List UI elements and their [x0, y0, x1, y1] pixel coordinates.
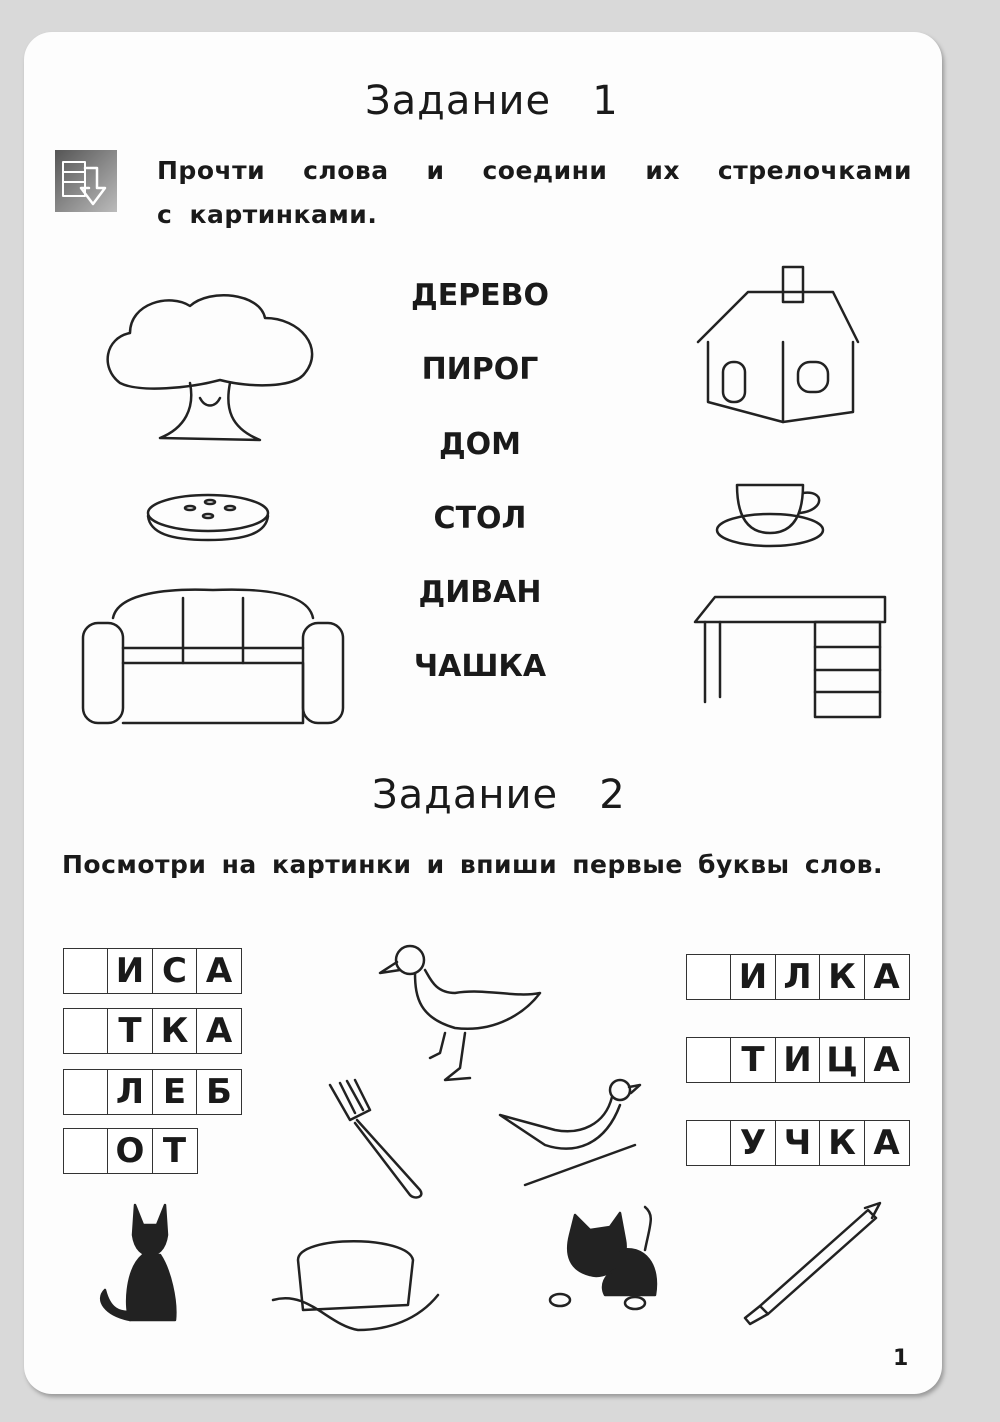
word-dom: ДОМ [438, 427, 522, 462]
task1-instruction-line1: Прочти слова и соедини их стрелочками [157, 156, 912, 185]
letter-input-box[interactable] [686, 1037, 732, 1083]
word-row-ptica [687, 1037, 910, 1083]
house-picture [693, 262, 863, 432]
letter-box: О [107, 1128, 153, 1174]
letter-input-box[interactable] [63, 948, 109, 994]
letter-box: И [730, 954, 776, 1000]
word-row-utka [64, 1008, 242, 1054]
letter-box: А [196, 1008, 242, 1054]
letter-box: А [864, 1120, 910, 1166]
letter-box: Ц [819, 1037, 865, 1083]
letter-input-box[interactable] [63, 1128, 109, 1174]
letter-box: Т [152, 1128, 198, 1174]
word-pirog: ПИРОГ [421, 352, 539, 387]
page-number: 1 [893, 1346, 909, 1371]
task1-instruction-line2: с картинками. [157, 200, 378, 229]
letter-box: Л [775, 954, 821, 1000]
letter-input-box[interactable] [686, 1120, 732, 1166]
bread-picture [268, 1230, 448, 1340]
letter-box: А [864, 954, 910, 1000]
letter-box: Ч [775, 1120, 821, 1166]
letter-box: И [107, 948, 153, 994]
letter-input-box[interactable] [686, 954, 732, 1000]
letter-input-box[interactable] [63, 1008, 109, 1054]
letter-box: Т [107, 1008, 153, 1054]
letter-box: Б [196, 1069, 242, 1115]
bird-picture [495, 1075, 645, 1195]
task1-title: Задание 1 [365, 78, 619, 124]
letter-box: У [730, 1120, 776, 1166]
fork-picture [325, 1075, 435, 1205]
letter-box: К [152, 1008, 198, 1054]
fox-picture [95, 1200, 185, 1330]
pen-picture [740, 1198, 890, 1328]
letter-box: Е [152, 1069, 198, 1115]
read-task-icon [55, 150, 117, 212]
word-row-ruchka [687, 1120, 910, 1166]
cup-picture [715, 475, 835, 555]
letter-box: Т [730, 1037, 776, 1083]
word-row-vilka [687, 954, 910, 1000]
letter-input-box[interactable] [63, 1069, 109, 1115]
pie-picture [140, 488, 280, 548]
letter-box: С [152, 948, 198, 994]
word-divan: ДИВАН [418, 575, 542, 610]
word-derevo: ДЕРЕВО [410, 278, 550, 313]
task2-instruction: Посмотри на картинки и впиши первые буквы слов. [62, 850, 883, 879]
letter-box: К [819, 954, 865, 1000]
task2-title: Задание 2 [372, 772, 626, 818]
tree-picture [100, 288, 320, 458]
word-stol: СТОЛ [433, 501, 527, 536]
word-row-lisa [64, 948, 242, 994]
kitten-picture [545, 1205, 685, 1315]
duck-picture [375, 938, 545, 1088]
letter-box: К [819, 1120, 865, 1166]
letter-box: И [775, 1037, 821, 1083]
sofa-picture [78, 578, 348, 728]
letter-box: Л [107, 1069, 153, 1115]
word-chashka: ЧАШКА [413, 649, 547, 684]
word-row-hleb [64, 1069, 242, 1115]
desk-picture [690, 592, 890, 722]
word-row-kot [64, 1128, 198, 1174]
letter-box: А [196, 948, 242, 994]
letter-box: А [864, 1037, 910, 1083]
